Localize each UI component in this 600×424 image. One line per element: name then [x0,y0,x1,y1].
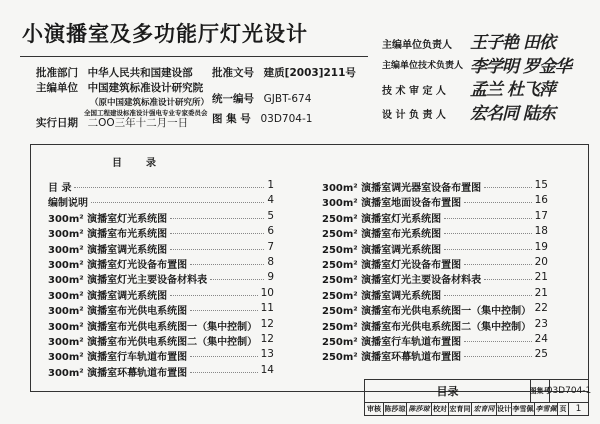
toc-entry-title: 编制说明 [48,198,88,210]
toc-entry-page: 20 [534,256,548,268]
title-block-checker: 宏育同 [448,402,472,416]
toc-entry [322,348,548,362]
toc-entry [322,302,548,316]
title-block-atlas-label: 图集号 [530,379,550,403]
toc-entry-title: 300m² 演播室地面设备布置图 [322,198,462,210]
title-block-atlas-value: 03D704-1 [549,379,589,403]
drawing-set-title: 小演播室及多功能厅灯光设计 [22,22,308,46]
unified-no-row [212,92,311,107]
toc-entry-title: 300m² 演播室布光供电系统图 [48,306,188,318]
approve-dept-value: 中华人民共和国建设部 [87,67,193,79]
responsible-signature-2: 孟兰 杜飞萍 [470,80,555,100]
toc-entry [322,210,548,224]
toc-entry-title: 300m² 演播室灯光主要设备材料表 [48,275,208,287]
toc-entry-leader [464,356,532,357]
toc-entry-title: 目 录 [48,183,72,194]
toc-entry [48,302,274,316]
toc-entry [48,318,274,332]
toc-entry-leader [464,341,532,342]
toc-entry-page: 17 [534,209,548,222]
toc-entry-page: 16 [534,194,548,207]
responsible-role-2: 技 术 审 定 人 [382,86,446,97]
toc-entry [322,194,548,208]
toc-entry-page: 11 [260,302,274,315]
toc-entry-page: 21 [534,286,548,299]
toc-entry-leader [210,279,264,280]
toc-entry-leader [170,295,258,296]
toc-entry-leader [190,264,264,265]
responsible-role-3: 设 计 负 责 人 [382,110,446,121]
responsible-signature-1: 李学明 罗金华 [470,57,571,77]
toc-entry [48,364,274,378]
toc-entry-title: 300m² 演播室调光器室设备布置图 [322,183,482,194]
toc-entry-leader [444,249,532,250]
title-block-check-label: 校对 [431,402,449,416]
toc-entry-page: 1 [267,179,274,191]
toc-entry-leader [170,233,264,234]
toc-entry-title: 250m² 演播室灯光设备布置图 [322,260,462,271]
toc-entry-leader [190,372,258,373]
title-block-page-label: 页 [557,402,569,416]
toc-entry [48,348,274,362]
toc-entry-page: 23 [534,317,548,330]
approve-dept-label: 批准部门 [36,67,78,79]
toc-entry-leader [444,295,532,296]
toc-entry-leader [464,264,532,265]
toc-entry [48,333,274,347]
title-block-design-label: 设计 [496,402,512,416]
toc-entry-leader [170,249,264,250]
toc-entry [322,287,548,301]
toc-entry-title: 250m² 演播室调光系统图 [322,244,442,256]
toc-entry-page: 25 [534,348,548,361]
toc-entry [48,210,274,224]
toc-entry-page: 21 [534,271,548,284]
toc-entry [322,318,548,332]
atlas-no-value: 03D704-1 [260,113,313,125]
toc-entry-page: 5 [267,209,274,222]
toc-entry [322,271,548,285]
title-block-page-value: 1 [568,402,589,416]
toc-entry [322,241,548,255]
toc-entry-title: 300m² 演播室布光供电系统图一（集中控制） [48,321,258,333]
toc-entry-page: 7 [267,240,274,253]
toc-heading: 目录 [112,158,180,169]
toc-entry-leader [91,202,264,203]
approve-no-value: 建质[2003]211号 [263,67,356,79]
responsible-signature-0: 王子艳 田依 [470,33,555,53]
toc-entry-title: 300m² 演播室调光系统图 [48,244,168,256]
toc-entry-title: 250m² 演播室布光供电系统图二（集中控制） [322,321,532,333]
effective-date-label: 实行日期 [36,117,78,129]
toc-entry-leader [190,356,258,357]
editor-unit-line1: 中国建筑标准设计研究院 [87,82,204,94]
toc-entry-page: 14 [260,363,274,376]
toc-entry [322,225,548,239]
toc-entry-page: 12 [260,333,274,345]
toc-entry [48,287,274,301]
title-block-designer: 李雪佩 [511,402,535,416]
editor-unit-row [36,81,203,96]
toc-entry-page: 15 [534,179,548,191]
toc-entry-leader [484,187,532,188]
toc-entry [322,333,548,347]
toc-entry-leader [190,310,258,311]
toc-entry-title: 250m² 演播室环幕轨道布置图 [322,352,462,364]
toc-entry-page: 24 [534,333,548,345]
approve-no-label: 批准文号 [212,67,254,79]
toc-entry-page: 12 [260,317,274,330]
unified-no-value: GJBT-674 [263,93,312,105]
editor-unit-line3: 全国工程建设标准设计强电专业专家委员会 [84,109,208,117]
toc-entry [322,256,548,270]
toc-entry [48,179,274,193]
toc-entry-leader [74,187,264,188]
title-block-reviewer-signature: 陈莎琼 [406,402,432,416]
editor-unit-line2: （原中国建筑标准设计研究所） [90,98,210,108]
effective-date-value: 二OO三年十二月一日 [87,117,189,129]
toc-entry [322,179,548,193]
responsible-signature-3: 宏名同 陆东 [470,104,555,124]
toc-entry-page: 13 [260,348,274,361]
title-block-designer-signature: 李雪佩 [534,402,558,416]
toc-entry-title: 300m² 演播室灯光系统图 [48,213,168,225]
title-block-drawing-name: 目录 [364,379,531,403]
toc-entry-title: 250m² 演播室行车轨道布置图 [322,337,462,348]
toc-entry [48,271,274,285]
title-block-checker-signature: 宏育同 [471,402,497,416]
approve-no-row [212,66,356,81]
atlas-no-label: 图 集 号 [212,113,251,125]
toc-entry-title: 250m² 演播室调光系统图 [322,290,442,302]
toc-entry-page: 4 [267,194,274,207]
toc-entry-page: 19 [534,240,548,253]
toc-entry-page: 6 [267,225,274,238]
toc-entry [48,241,274,255]
toc-entry-title: 250m² 演播室布光系统图 [322,229,442,241]
toc-entry-page: 10 [260,286,274,299]
editor-unit-label: 主编单位 [36,82,78,94]
toc-entry-leader [444,218,532,219]
toc-entry-leader [170,218,264,219]
toc-entry-leader [464,202,532,203]
toc-entry-page: 18 [534,225,548,238]
toc-entry-page: 8 [267,256,274,268]
toc-entry [48,225,274,239]
toc-entry-title: 300m² 演播室行车轨道布置图 [48,352,188,364]
toc-entry-title: 300m² 演播室灯光设备布置图 [48,260,188,271]
responsible-role-0: 主编单位负责人 [382,40,452,51]
responsible-role-1: 主编单位技术负责人 [382,61,464,71]
approve-dept-row [36,66,193,81]
toc-entry-page: 9 [267,271,274,284]
toc-entry-leader [484,279,532,280]
toc-entry-title: 300m² 演播室调光系统图 [48,290,168,302]
unified-no-label: 统一编号 [212,93,254,105]
title-block [364,379,592,424]
title-underline [20,56,368,57]
title-block-reviewer: 陈莎琼 [383,402,407,416]
effective-date-row [36,116,188,131]
toc-entry-page: 22 [534,302,548,315]
atlas-no-row [212,112,312,127]
title-block-review-label: 审核 [364,402,384,416]
toc-entry-title: 250m² 演播室灯光系统图 [322,213,442,225]
toc-entry-title: 250m² 演播室灯光主要设备材料表 [322,275,482,287]
toc-entry [48,194,274,208]
toc-entry-title: 300m² 演播室布光系统图 [48,229,168,241]
toc-entry-title: 300m² 演播室布光供电系统图二（集中控制） [48,337,258,348]
toc-entry-leader [444,233,532,234]
toc-entry-title: 300m² 演播室环幕轨道布置图 [48,367,188,379]
toc-entry [48,256,274,270]
toc-entry-title: 250m² 演播室布光供电系统图一（集中控制） [322,306,532,318]
